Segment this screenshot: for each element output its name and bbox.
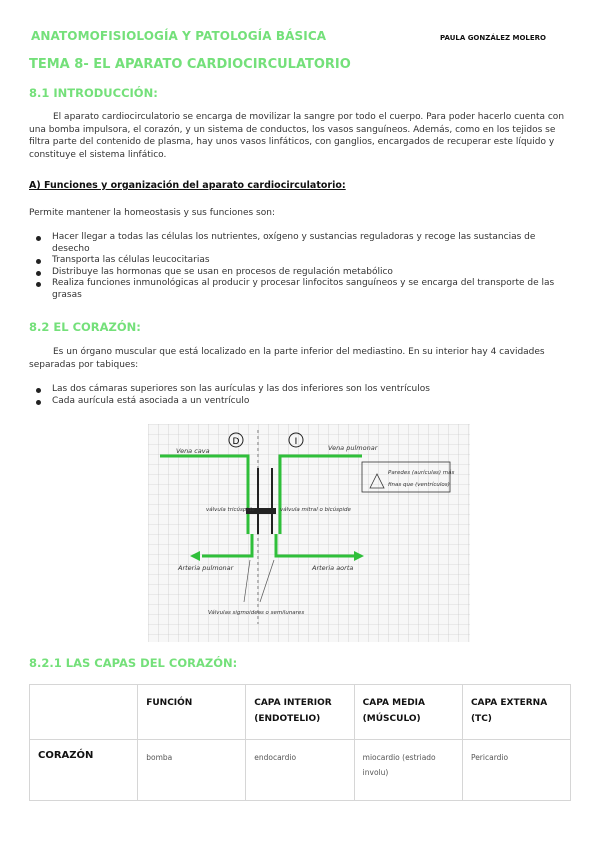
table-cell: bomba: [138, 740, 246, 801]
funciones-list: [34, 232, 562, 302]
list-item: Realiza funciones inmunológicas al producir y procesar linfocitos sanguíneos y se encarga del transporte de las grasas: [34, 278, 562, 301]
tema-title: TEMA 8- EL APARATO CARDIOCIRCULATORIO: [29, 57, 351, 72]
table-header-cell: CAPA MEDIA (MÚSCULO): [354, 685, 462, 740]
table-cell: Pericardio: [462, 740, 570, 801]
funciones-lead: Permite mantener la homeostasis y sus funciones son:: [29, 208, 275, 218]
table-header-cell: [30, 685, 138, 740]
heading-corazon: 8.2 EL CORAZÓN:: [29, 320, 141, 334]
label-valvulas-sigmoideas: Válvulas sigmoideas o semilunares: [208, 610, 305, 616]
table-header-cell: CAPA EXTERNA (TC): [462, 685, 570, 740]
note-line-2: finas que (ventrículos): [388, 482, 450, 488]
list-item: Hacer llegar a todas las células los nutrientes, oxígeno y sustancias reguladoras y recoge las sustancias de desecho: [34, 232, 562, 255]
label-arteria-aorta: Arteria aorta: [312, 564, 354, 572]
label-d: D: [232, 437, 240, 447]
table-header-cell: FUNCIÓN: [138, 685, 246, 740]
list-item: Cada aurícula está asociada a un ventrículo: [34, 396, 562, 408]
corazon-paragraph: [29, 346, 569, 371]
table-cell: miocardio (estriado involu): [354, 740, 462, 801]
label-valvula-mitral: válvula mitral o bicúspide: [280, 507, 351, 513]
note-line-1: Paredes (aurículas) más: [388, 470, 455, 476]
label-arteria-pulmonar: Arteria pulmonar: [178, 564, 234, 572]
header-subject: ANATOMOFISIOLOGÍA Y PATOLOGÍA BÁSICA: [31, 29, 327, 43]
table-header-cell: CAPA INTERIOR (ENDOTELIO): [246, 685, 354, 740]
corazon-list: [34, 384, 562, 407]
label-i: I: [294, 437, 298, 447]
table-row: [30, 740, 571, 801]
list-item: Las dos cámaras superiores son las aurículas y las dos inferiores son los ventrículos: [34, 384, 562, 396]
list-item: Transporta las células leucocitarias: [34, 255, 562, 267]
heading-capas: 8.2.1 LAS CAPAS DEL CORAZÓN:: [29, 656, 238, 670]
table-row-header: CORAZÓN: [30, 740, 138, 801]
label-vena-pulmonar: Vena pulmonar: [328, 444, 378, 452]
list-item: Distribuye las hormonas que se usan en procesos de regulación metabólico: [34, 267, 562, 279]
capas-table: [29, 684, 571, 801]
corazon-paragraph-text: Es un órgano muscular que está localizado en la parte inferior del mediastino. En su interior hay 4 cavidades separadas por tabiques:: [29, 347, 545, 370]
label-vena-cava: Vena cava: [176, 447, 210, 455]
intro-paragraph-text: El aparato cardiocirculatorio se encarga de movilizar la sangre por todo el cuerpo. Para poder hacerlo cuenta con una bomba impulsora, el corazón, y un sistema de conductos, los vasos sanguíneos. Además, como en los tejidos se filtra parte del contenido de plasma, hay unos vasos linfáticos, con ganglios, encargados de recuperar este líquido y constituye el sistema linfático.: [29, 112, 565, 160]
subheading-funciones: A) Funciones y organización del aparato cardiocirculatorio:: [29, 180, 346, 191]
header-author: PAULA GONZÁLEZ MOLERO: [440, 34, 546, 42]
label-valvula-tricuspide: válvula tricúspide: [206, 507, 255, 513]
intro-paragraph: [29, 111, 569, 161]
table-header-row: [30, 685, 571, 740]
heart-diagram: [148, 424, 470, 642]
table-cell: endocardio: [246, 740, 354, 801]
heading-introduccion: 8.1 INTRODUCCIÓN:: [29, 86, 158, 100]
